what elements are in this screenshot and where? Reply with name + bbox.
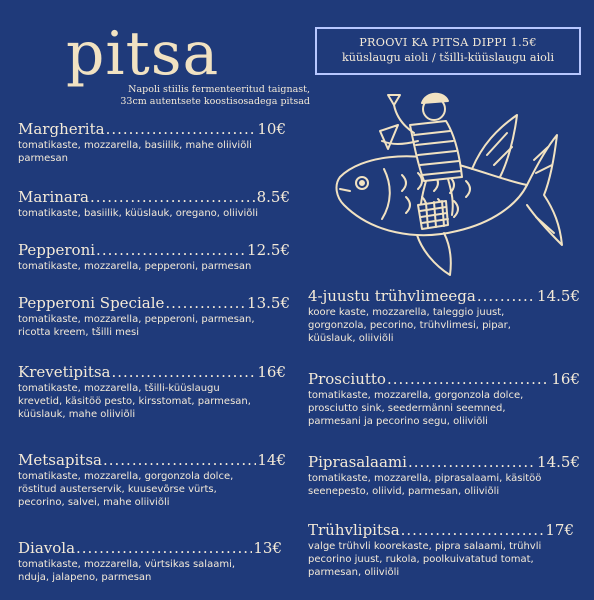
menu-item-desc: tomatikaste, mozzarella, pepperoni, parmesan <box>18 261 252 272</box>
menu-item <box>308 287 580 346</box>
menu-item-price: 10€ <box>257 120 286 138</box>
menu-item <box>18 188 290 220</box>
menu-item-name: Pepperoni <box>18 241 96 259</box>
menu-item-desc: röstitud austerservik, kuusevõrse vürts, <box>18 484 217 496</box>
menu-item-desc: prosciutto sink, seedermänni seemned, <box>308 403 506 415</box>
menu-item-desc: tomatikaste, mozzarella, vürtsikas salaami, <box>18 559 236 570</box>
menu-item-desc: pecorino juust, rukola, poolkuivatatud tomat, <box>308 554 534 566</box>
menu-item-name: 4-juustu trühvlimeega <box>308 287 476 305</box>
menu-item-price: 12.5€ <box>247 241 290 259</box>
menu-item-desc: tomatikaste, mozzarella, piprasalaami, käsitöö <box>308 473 542 484</box>
dip-offer-title: PROOVI KA PITSA DIPPI 1.5€ <box>359 36 537 49</box>
menu-item-price: 8.5€ <box>256 188 290 206</box>
subtitle-line: Napoli stiilis fermenteeritud taignast, <box>128 84 310 95</box>
menu-item-desc: tomatikaste, mozzarella, basiilik, mahe oliiviõli <box>18 140 252 151</box>
menu-item <box>308 370 580 429</box>
menu-item <box>18 363 286 422</box>
menu-item-name: Krevetipitsa <box>18 363 111 381</box>
menu-item-price: 13.5€ <box>247 294 290 312</box>
menu-item-price: 14.5€ <box>537 287 580 305</box>
menu-item-desc: nduja, jalapeno, parmesan <box>18 572 152 584</box>
page-title: pitsa <box>66 19 220 89</box>
menu-item <box>18 120 286 165</box>
menu-item-name: Metsapitsa <box>18 451 102 469</box>
menu-item-name: Pepperoni Speciale <box>18 294 165 312</box>
dip-offer-options: küüslaugu aioli / tšilli-küüslaugu aioli <box>341 51 555 64</box>
menu-item-price: 14.5€ <box>537 453 580 471</box>
fish-rider-illustration <box>322 85 572 285</box>
dip-offer-box <box>315 27 581 75</box>
menu-item-price: 13€ <box>253 539 282 557</box>
menu-item-desc: tomatikaste, basiilik, küüslauk, oregano, oliiviõli <box>18 208 258 219</box>
menu-item <box>18 539 282 584</box>
menu-item-desc: valge trühvli koorekaste, pipra salaami, trühvli <box>308 541 542 552</box>
menu-item-name: Marinara <box>18 188 89 206</box>
menu-item-price: 16€ <box>551 370 580 388</box>
menu-item-desc: tomatikaste, mozzarella, pepperoni, parmesan, <box>18 314 255 325</box>
menu-item-desc: parmesan <box>18 153 68 165</box>
menu-item-desc: krevetid, käsitöö pesto, kirsstomat, parmesan, <box>18 396 251 408</box>
menu-item-desc: küüslauk, mahe oliiviõli <box>18 409 136 421</box>
menu-item-desc: tomatikaste, mozzarella, tšilli-küüslaugu <box>18 383 220 394</box>
menu-item-desc: parmesani ja pecorino segu, oliiviõli <box>308 416 488 428</box>
menu-item-price: 14€ <box>257 451 286 469</box>
menu-item-desc: parmesan, oliiviõli <box>308 567 400 579</box>
menu-item-desc: tomatikaste, mozzarella, gorgonzola dolce, <box>18 471 234 482</box>
menu-item <box>18 294 290 339</box>
menu-item-price: 17€ <box>545 521 574 539</box>
menu-item <box>18 241 290 273</box>
menu-item-name: Piprasalaami <box>308 453 407 471</box>
menu-item-desc: koore kaste, mozzarella, taleggio juust, <box>308 307 505 318</box>
menu-item-desc: küüslauk, oliiviõli <box>308 333 394 345</box>
page-subtitle <box>56 84 310 108</box>
menu-item-name: Prosciutto <box>308 370 386 388</box>
menu-item-desc: seenepesto, oliivid, parmesan, oliiviõli <box>308 486 500 498</box>
menu-item <box>308 521 574 580</box>
menu-item <box>18 451 286 510</box>
menu-item-desc: pecorino, salvei, mahe oliiviõli <box>18 497 170 509</box>
menu-item-desc: gorgonzola, pecorino, trühvlimesi, pipar, <box>308 320 511 332</box>
menu-item-desc: ricotta kreem, tšilli mesi <box>18 327 140 339</box>
menu-item-name: Margherita <box>18 120 105 138</box>
subtitle-line: 33cm autentsete koostisosadega pitsad <box>120 96 310 107</box>
menu-item-name: Trühvlipitsa <box>308 521 400 539</box>
menu-item-desc: tomatikaste, mozzarella, gorgonzola dolce, <box>308 390 524 401</box>
menu-item-name: Diavola <box>18 539 76 557</box>
menu-item-price: 16€ <box>257 363 286 381</box>
menu-item <box>308 453 580 498</box>
